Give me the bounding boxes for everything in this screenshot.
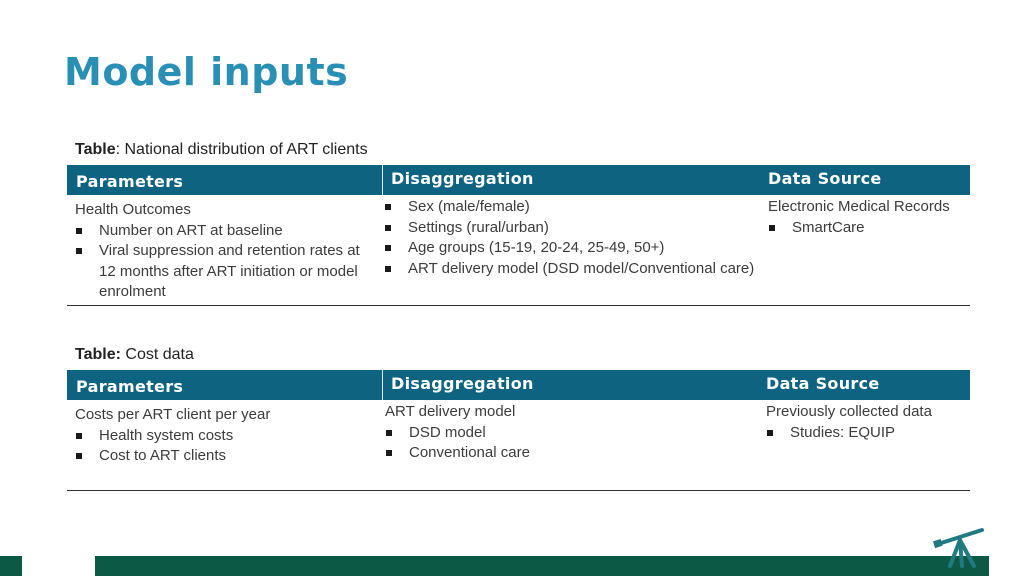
page-title: Model inputs [64, 50, 349, 94]
list-item: Health system costs [75, 426, 380, 447]
table1-bottom-rule [67, 305, 970, 306]
list-item: Conventional care [385, 443, 755, 464]
table1-parameters-heading: Health Outcomes [75, 201, 191, 218]
list-item: Sex (male/female) [384, 197, 769, 218]
table2-header-source: Data Source [766, 374, 880, 393]
list-item: Cost to ART clients [75, 446, 380, 467]
table2-parameters-cell [75, 405, 380, 467]
table2-header-disaggregation: Disaggregation [391, 374, 534, 393]
table1-caption [75, 141, 368, 159]
table1-parameters-cell [75, 200, 380, 303]
table2-caption [75, 346, 194, 364]
table2-bottom-rule [67, 490, 970, 491]
table2-disaggregation-cell [385, 402, 755, 464]
table2-header [67, 370, 970, 400]
table2-caption-text: Cost data [120, 346, 194, 363]
table1-disaggregation-cell [384, 197, 769, 279]
table1-caption-text: : National distribution of ART clients [115, 141, 368, 158]
table2-parameters-heading: Costs per ART client per year [75, 406, 271, 423]
footer-bar [95, 556, 989, 576]
list-item: Settings (rural/urban) [384, 218, 769, 239]
table2-source-cell [766, 402, 966, 443]
table2-header-divider [382, 370, 383, 400]
list-item: Age groups (15-19, 20-24, 25-49, 50+) [384, 238, 769, 259]
list-item: SmartCare [768, 218, 968, 239]
footer-accent [0, 556, 22, 576]
table2-caption-label: Table: [75, 346, 121, 363]
table1-header-source: Data Source [768, 169, 882, 188]
table2-header-parameters: Parameters [76, 377, 184, 396]
list-item: Viral suppression and retention rates at 12 months after ART initiation or model enrolment [75, 241, 380, 303]
list-item: ART delivery model (DSD model/Conventional care) [384, 259, 769, 280]
table1-header-divider [382, 165, 383, 195]
table1-source-heading: Electronic Medical Records [768, 198, 950, 215]
table1-header [67, 165, 970, 195]
table2-disaggregation-heading: ART delivery model [385, 403, 516, 420]
telescope-icon [930, 522, 990, 570]
table1-header-parameters: Parameters [76, 172, 184, 191]
list-item: Number on ART at baseline [75, 221, 380, 242]
list-item: Studies: EQUIP [766, 423, 966, 444]
table1-source-cell [768, 197, 968, 238]
table1-caption-label: Table [75, 141, 116, 158]
list-item: DSD model [385, 423, 755, 444]
table1-header-disaggregation: Disaggregation [391, 169, 534, 188]
table2-source-heading: Previously collected data [766, 403, 932, 420]
